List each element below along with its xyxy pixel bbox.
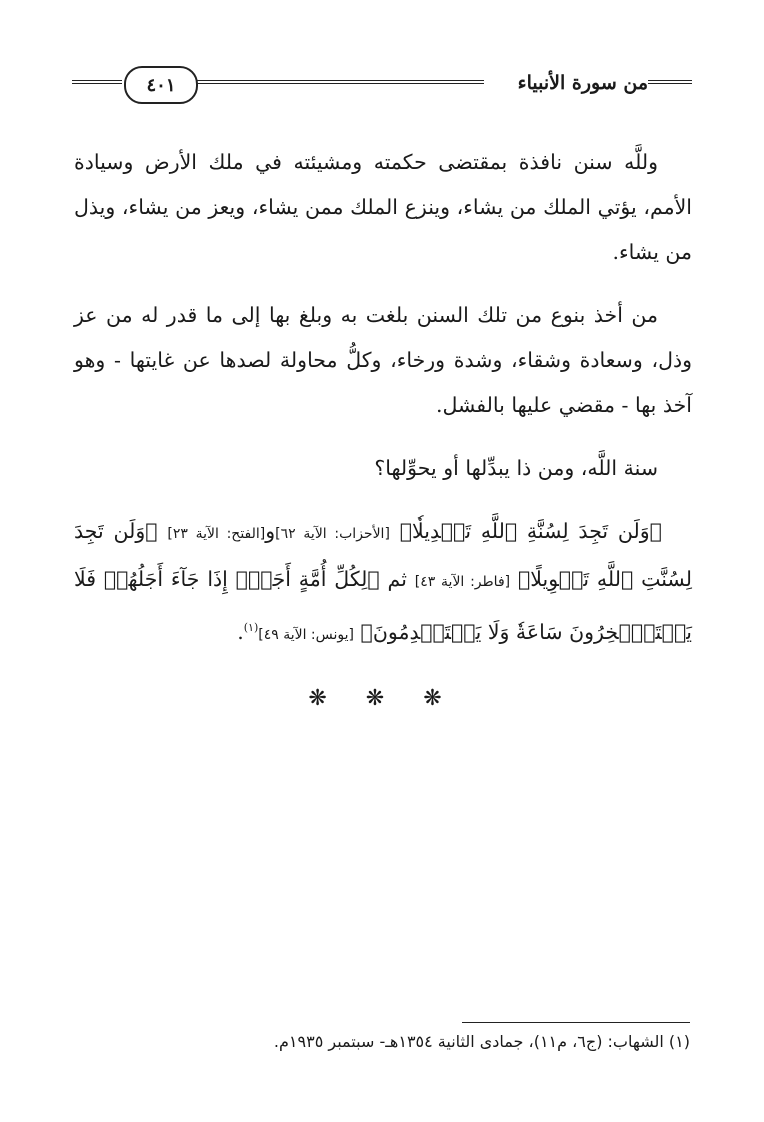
page-number: ٤٠١ [124,66,198,104]
joiner: و [265,519,276,543]
verse-citation: [يونس: الآية ٤٩] [258,626,354,643]
header-rule-left [72,80,122,84]
quran-quote: ﴿وَلَن تَجِدَ لِسُنَّةِ ٱللَّهِ تَبۡدِيلٗا﴾ [الأحزاب: الآية ٦٢]و[الفتح: الآية ٢٣] ﴿وَلَن تَجِدَ لِسُنَّتِ ٱللَّهِ تَحۡوِيلًا﴾ [فاطر: الآية ٤٣] ثم ﴿لِكُلِّ أُمَّةٍ أَجَلٌۚ إِذَا جَآءَ أَجَلُهُمۡ فَلَا يَسۡتَـٔۡخِرُونَ سَاعَةٗ وَلَا يَسۡتَقۡدِمُونَ﴾ [يونس: الآية ٤٩]$^{(١)}$. [74,519,692,644]
page-header [72,66,692,110]
verse-citation: [فاطر: الآية ٤٣] [414,574,511,590]
footnote: (١) الشهاب: (ج٦، م١١)، جمادى الثانية ١٣٥٤هـ- سبتمبر ١٩٣٥م. [273,1032,690,1051]
paragraph: من أخذ بنوع من تلك السنن بلغت به وبلغ بها إلى ما قدر له من عز وذل، وسعادة وشقاء، وشدة ورخاء، وكلُّ محاولة لصدها عن غايتها - وهو آخذ بها - مقضي عليها بالفشل. [74,303,692,417]
verse: ﴿وَلَن تَجِدَ لِسُنَّةِ ٱللَّهِ تَبۡدِيلٗا﴾ [399,519,662,543]
verse: ﴿وَلَن تَجِدَ لِسُنَّتِ ٱللَّهِ تَحۡوِيلًا﴾ [74,519,692,591]
paragraph: وللَّه سنن نافذة بمقتضى حكمته ومشيئته في ملك الأرض وسيادة الأمم، يؤتي الملك من يشاء، وينزع الملك ممن يشاء، ويعز من يشاء، ويذل من يشاء. [74,150,692,264]
joiner: ثم [387,567,407,591]
verse-citation: [الأحزاب: الآية ٦٢] [275,526,390,542]
verse-citation: [الفتح: الآية ٢٣] [167,526,266,542]
footnote-marker: (١) [243,621,259,634]
footnote-rule [462,1022,690,1023]
main-text [74,140,692,739]
paragraph: سنة اللَّه، ومن ذا يبدِّلها أو يحوِّلها؟ [374,456,658,480]
verse: ﴿لِكُلِّ أُمَّةٍ أَجَلٌۚ إِذَا جَآءَ أَجَلُهُمۡ فَلَا يَسۡتَـٔۡخِرُونَ سَاعَةٗ وَلَا يَسۡتَقۡدِمُونَ﴾ [74,567,692,644]
running-title: من سورة الأنبياء [517,72,648,94]
header-rule-right [648,80,692,84]
section-separator: ❋ ❋ ❋ [308,685,458,711]
header-rule-middle [196,80,484,84]
